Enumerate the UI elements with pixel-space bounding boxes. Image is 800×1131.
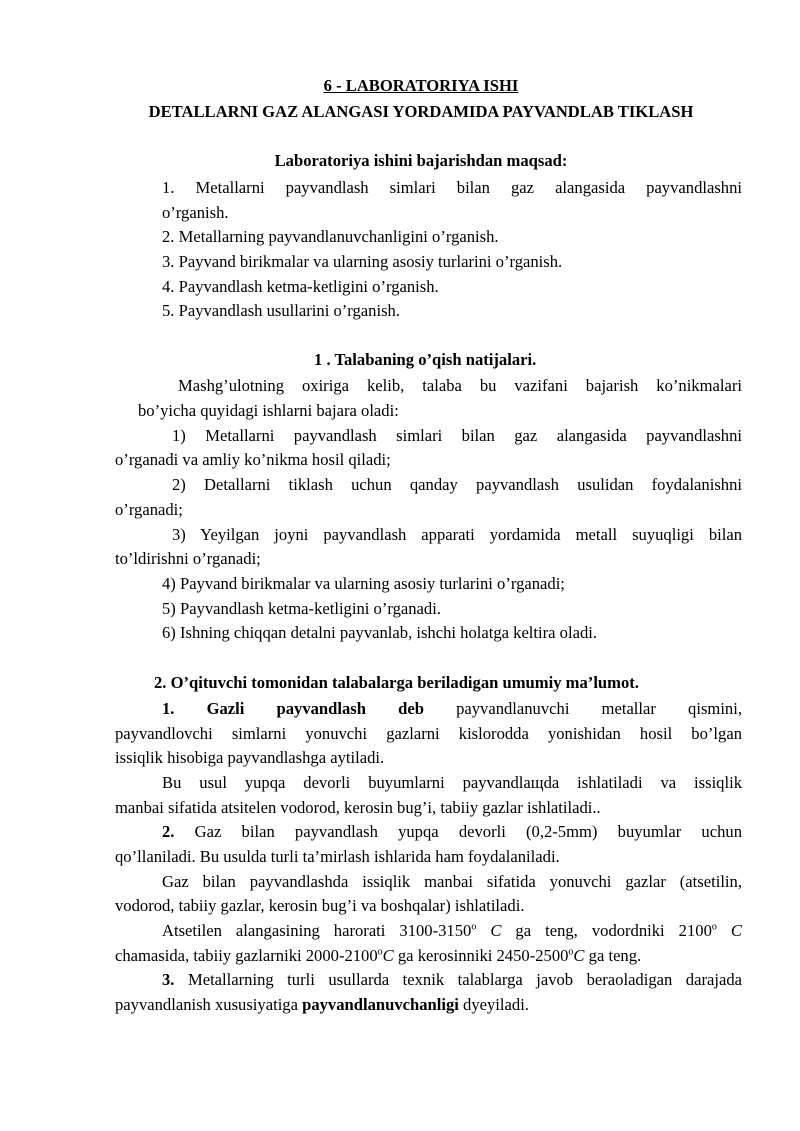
info-paragraph-4-line2: vodorod, tabiiy gazlar, kerosin bug’i va boshqalar) ishlatiladi. bbox=[115, 896, 525, 915]
goal-item-5: 5. Payvandlash usullarini o’rganish. bbox=[162, 301, 400, 320]
lab-subtitle: DETALLARNI GAZ ALANGASI YORDAMIDA PAYVANDLAB TIKLASH bbox=[148, 102, 694, 121]
results-heading: 1 . Talabaning o’qish natijalari. bbox=[314, 350, 537, 369]
info-paragraph-5: Atsetilen alangasining harorati $3100-3150^о$ C ga teng, vodordniki $2100^о$ C bbox=[162, 921, 742, 940]
info-paragraph-3-line2: qo’llaniladi. Bu usulda turli ta’mirlash ishlarida ham foydalaniladi. bbox=[115, 847, 560, 866]
goals-heading: Laboratoriya ishini bajarishdan maqsad: bbox=[274, 151, 568, 170]
info-p1-term: 1. Gazli payvandlash deb bbox=[162, 699, 424, 718]
info-paragraph-5-line2: chamasida, tabiiy gazlarniki $2000-2100^оC$ ga kerosinniki $2450-2500^оC$ ga teng. bbox=[115, 946, 642, 965]
goal-item-4: 4. Payvandlash ketma-ketligini o’rganish. bbox=[162, 277, 439, 296]
info-paragraph-6-line2: payvandlanish xususiyatiga payvandlanuvchanligi dyeyiladi. bbox=[115, 995, 529, 1014]
info-heading: 2. O’qituvchi tomonidan talabalarga beriladigan umumiy ma’lumot. bbox=[154, 673, 639, 692]
goal-item-1-cont: o’rganish. bbox=[162, 203, 229, 222]
info-paragraph-4: Gaz bilan payvandlashda issiqlik manbai sifatida yonuvchi gazlar (atsetilin, bbox=[162, 872, 742, 891]
goal-item-2: 2. Metallarning payvandlanuvchanligini o’rganish. bbox=[162, 227, 499, 246]
goal-item-3: 3. Payvand birikmalar va ularning asosiy turlarini o’rganish. bbox=[162, 252, 563, 271]
result-item-4: 4) Payvand birikmalar va ularning asosiy turlarini o’rganadi; bbox=[162, 574, 565, 593]
result-item-2-cont: o’rganadi; bbox=[115, 500, 183, 519]
result-item-3: 3) Yeyilgan joyni payvandlash apparati yordamida metall suyuqligi bilan bbox=[172, 525, 742, 544]
result-item-1: 1) Metallarni payvandlash simlari bilan gaz alangasida payvandlashni bbox=[172, 426, 742, 445]
result-item-6: 6) Ishning chiqqan detalni payvanlab, ishchi holatga keltira oladi. bbox=[162, 623, 598, 642]
info-paragraph-1: 1. Gazli payvandlash deb payvandlanuvchi metallar qismini, bbox=[162, 699, 742, 718]
result-item-1-cont: o’rganadi va amliy ko’nikma hosil qiladi; bbox=[115, 450, 391, 469]
info-paragraph-2-line2: manbai sifatida atsitelen vodorod, kerosin bug’i, tabiiy gazlar ishlatiladi.. bbox=[115, 798, 601, 817]
result-item-5: 5) Payvandlash ketma-ketligini o’rganadi. bbox=[162, 599, 441, 618]
lab-title: 6 - LABORATORIYA ISHI bbox=[323, 76, 519, 95]
result-item-2: 2) Detallarni tiklash uchun qanday payvandlash usulidan foydalanishni bbox=[172, 475, 742, 494]
info-paragraph-2: Bu usul yupqa devorli buyumlarni payvandlaщda ishlatiladi va issiqlik bbox=[162, 773, 742, 792]
goal-item-1: 1. Metallarni payvandlash simlari bilan gaz alangasida payvandlashni bbox=[162, 178, 742, 197]
info-paragraph-3: 2. Gaz bilan payvandlash yupqa devorli (0,2-5mm) buyumlar uchun bbox=[162, 822, 742, 841]
info-paragraph-6: 3. Metallarning turli usullarda texnik talablarga javob beraoladigan darajada bbox=[162, 970, 742, 989]
results-intro-cont: bo’yicha quyidagi ishlarni bajara oladi: bbox=[138, 401, 399, 420]
info-paragraph-1-line2: payvandlovchi simlarni yonuvchi gazlarni kislorodda yonishidan hosil bo’lgan bbox=[115, 724, 742, 743]
results-intro: Mashg’ulotning oxiriga kelib, talaba bu vazifani bajarish ko’nikmalari bbox=[178, 376, 742, 395]
weldability-term: payvandlanuvchanligi bbox=[302, 995, 459, 1014]
info-paragraph-1-line3: issiqlik hisobiga payvandlashga aytiladi. bbox=[115, 748, 385, 767]
result-item-3-cont: to’ldirishni o’rganadi; bbox=[115, 549, 261, 568]
